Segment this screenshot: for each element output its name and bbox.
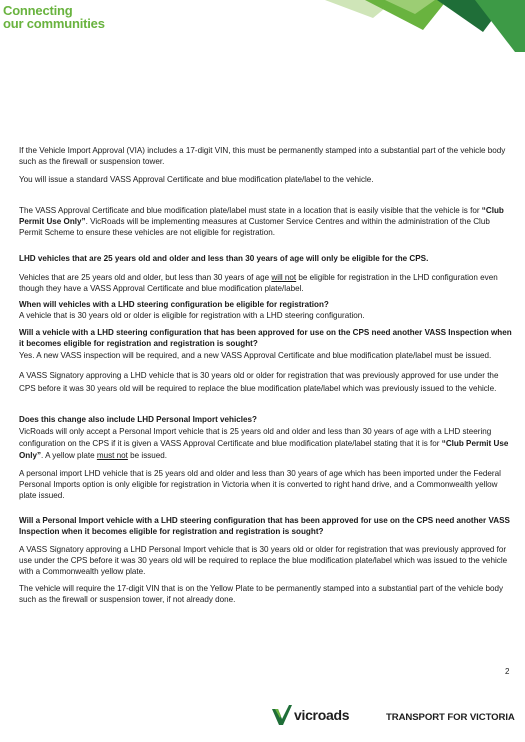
brand-line-2: our communities bbox=[3, 16, 105, 31]
brand-line-1: Connecting bbox=[3, 3, 73, 18]
section-heading: LHD vehicles that are 25 years old and older and less than 30 years of age will only be eligible for the CPS. bbox=[19, 254, 429, 264]
paragraph: The VASS Approval Certificate and blue modification plate/label must state in a location that is easily visible that the vehicle is for “Club Permit Use Only”. VicRoads will be implementing measures at Customer Service Centres and within the administration of the Club Permit Scheme to ensure these vehicles are not eligible for registration. bbox=[19, 205, 504, 237]
vicroads-tick-icon bbox=[272, 705, 292, 725]
answer: Yes. A new VASS inspection will be required, and a new VASS Approval Certificate and blue modification plate/label must be issued. bbox=[19, 350, 492, 360]
vicroads-wordmark: vicroads bbox=[294, 707, 350, 723]
transport-for-victoria-logo: TRANSPORT FOR VICTORIA bbox=[386, 712, 515, 723]
header-decorative-shapes bbox=[325, 0, 525, 52]
answer: A vehicle that is 30 years old or older is eligible for registration with a LHD steering configuration. bbox=[19, 311, 365, 321]
paragraph: You will issue a standard VASS Approval Certificate and blue modification plate/label to the vehicle. bbox=[19, 174, 374, 184]
paragraph: A VASS Signatory approving a LHD vehicle that is 30 years old or older for registration that was previously approved for use under the CPS before it was 30 years old will be required to replace the blue modification plate/label which was previously issued to the vehicle. bbox=[19, 371, 499, 393]
answer: A VASS Signatory approving a LHD Personal Import vehicle that is 30 years old or older for registration that was previously approved for use under the CPS before it was 30 years old will be required to replace the blue modification plate/label which was issued to the vehicle with a Commonwealth yellow plate. bbox=[19, 544, 508, 576]
paragraph: The vehicle will require the 17-digit VIN that is on the Yellow Plate to be permanently stamped into a substantial part of the vehicle body such as the firewall or suspension tower, if not already done. bbox=[19, 584, 504, 605]
paragraph: A personal import LHD vehicle that is 25 years old and older and less than 30 years of age which has been imported under the Federal Personal Imports option is only eligible for registration in Victoria when it is converted to right hand drive, and a Commonwealth yellow plate issued. bbox=[19, 469, 501, 500]
paragraph: Vehicles that are 25 years old and older, but less than 30 years of age will not be eligible for registration in the LHD configuration even though they have a VASS Approval Certificate and blue modification plate/label. bbox=[19, 273, 498, 294]
connecting-communities-logo bbox=[3, 4, 105, 30]
document-body bbox=[19, 146, 513, 606]
question-heading: Will a vehicle with a LHD steering configuration that has been approved for use on the CPS need another VASS Inspection when it becomes eligible for registration and registration is sought? bbox=[19, 327, 512, 348]
question-heading: Does this change also include LHD Personal Import vehicles? bbox=[19, 415, 257, 425]
question-heading: Will a Personal Import vehicle with a LHD steering configuration that has been approved for use on the CPS need another VASS Inspection when it becomes eligible for registration and registration is sought? bbox=[19, 515, 510, 536]
answer: VicRoads will only accept a Personal Import vehicle that is 25 years old and older and less than 30 years of age with a LHD steering configuration on the CPS if it is given a VASS Approval Certificate and blue modification plate/label stating that it is for “Club Permit Use Only”. A yellow plate must not be issued. bbox=[19, 427, 509, 461]
question-heading: When will vehicles with a LHD steering configuration be eligible for registration? bbox=[19, 300, 329, 310]
paragraph: If the Vehicle Import Approval (VIA) includes a 17-digit VIN, this must be permanently stamped into a substantial part of the vehicle body such as the firewall or suspension tower. bbox=[19, 146, 506, 166]
page-number: 2 bbox=[505, 667, 510, 676]
vicroads-logo bbox=[272, 704, 349, 726]
